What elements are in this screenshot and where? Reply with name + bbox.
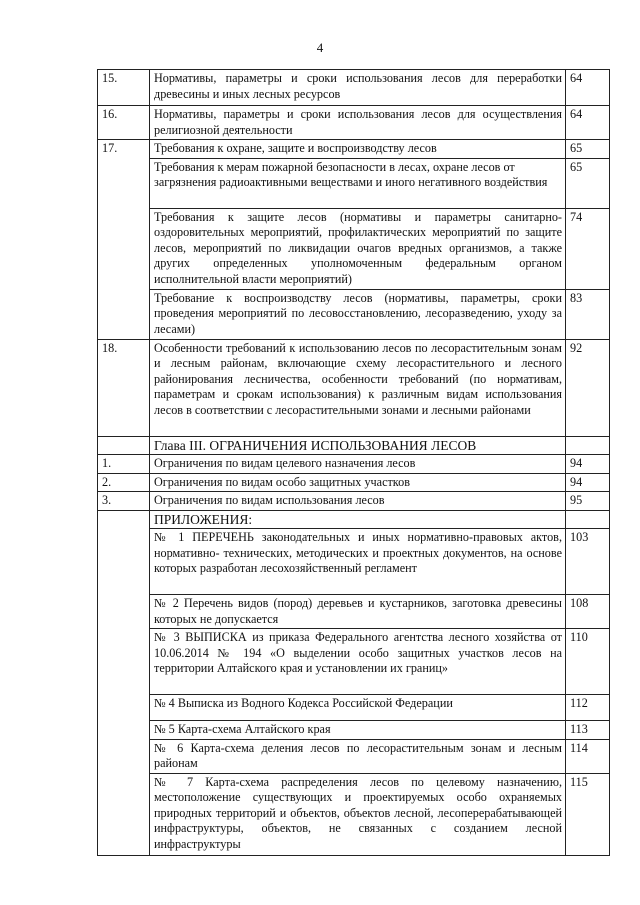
row-page: 95 bbox=[566, 492, 610, 511]
toc-appendix-1 bbox=[98, 529, 610, 595]
chapter-heading: Глава III. ОГРАНИЧЕНИЯ ИСПОЛЬЗОВАНИЯ ЛЕСОВ bbox=[150, 436, 566, 455]
toc-row-15 bbox=[98, 70, 610, 106]
row-title: Требование к воспроизводству лесов (нормативы, параметры, сроки проведения мероприятий по лесовосстановлению, лесоразведению, уходу за лесами) bbox=[150, 289, 566, 339]
page-number: 4 bbox=[316, 40, 324, 55]
row-number bbox=[98, 436, 150, 455]
toc-appendix-2 bbox=[98, 595, 610, 629]
row-page: 94 bbox=[566, 473, 610, 492]
row-page: 110 bbox=[566, 629, 610, 695]
row-page: 108 bbox=[566, 595, 610, 629]
row-page: 94 bbox=[566, 455, 610, 474]
row-title: № 6 Карта-схема деления лесов по лесорастительным зонам и лесным районам bbox=[150, 739, 566, 773]
row-number: 16. bbox=[98, 106, 150, 140]
row-page: 114 bbox=[566, 739, 610, 773]
row-title: № 2 Перечень видов (пород) деревьев и кустарников, заготовка древесины которых не допускается bbox=[150, 595, 566, 629]
row-page: 65 bbox=[566, 140, 610, 159]
row-title: № 4 Выписка из Водного Кодекса Российской Федерации bbox=[150, 695, 566, 721]
toc-chapter-3-heading bbox=[98, 436, 610, 455]
toc-row-17-fire bbox=[98, 158, 610, 208]
row-title: № 5 Карта-схема Алтайского края bbox=[150, 721, 566, 740]
toc-row-ch3-3 bbox=[98, 492, 610, 511]
row-title: Требования к защите лесов (нормативы и параметры санитарно-оздоровительных мероприятий, профилактических мероприятий по защите лесов, мероприятий по ликвидации очагов вредных организмов, а также других определенных уполномоченным федеральным органом исполнительной власти мероприятий) bbox=[150, 208, 566, 289]
row-page: 113 bbox=[566, 721, 610, 740]
row-title: Ограничения по видам целевого назначения лесов bbox=[150, 455, 566, 474]
toc-row-17-reproduction bbox=[98, 289, 610, 339]
row-page bbox=[566, 436, 610, 455]
toc-row-ch3-2 bbox=[98, 473, 610, 492]
row-title: № 1 ПЕРЕЧЕНЬ законодательных и иных нормативно-правовых актов, нормативно- технических, методических и проектных документов, на основе которых разработан лесохозяйственный регламент bbox=[150, 529, 566, 595]
row-title: Особенности требований к использованию лесов по лесорастительным зонам и лесным районам, включающие схему лесорастительного и лесного районирования лесничества, особенности требований (по нормативам, параметрам и срокам использования) к различным видам использования лесов в соответствии с лесорастительными зонами и лесными районами bbox=[150, 339, 566, 436]
row-number: 1. bbox=[98, 455, 150, 474]
row-page bbox=[566, 510, 610, 529]
row-page: 115 bbox=[566, 773, 610, 855]
toc-row-18 bbox=[98, 339, 610, 436]
row-number: 2. bbox=[98, 473, 150, 492]
row-title: Нормативы, параметры и сроки использования лесов для переработки древесины и иных лесных ресурсов bbox=[150, 70, 566, 106]
row-title: № 7 Карта-схема распределения лесов по целевому назначению, местоположение существующих и проектируемых особо охраняемых природных территорий и объектов, объектов лесной, лесоперерабатывающей инфраструктуры, объектов, не связанных с созданием лесной инфраструктуры bbox=[150, 773, 566, 855]
row-page: 64 bbox=[566, 106, 610, 140]
appendices-heading: ПРИЛОЖЕНИЯ: bbox=[150, 510, 566, 529]
row-title: Требования к мерам пожарной безопасности в лесах, охране лесов от загрязнения радиоактивными веществами и иного негативного воздействия bbox=[150, 158, 566, 208]
row-title: № 3 ВЫПИСКА из приказа Федерального агентства лесного хозяйства от 10.06.2014 № 194 «О выделении особо защитных участков лесов на территории Алтайского края и установлении их границ» bbox=[150, 629, 566, 695]
toc-appendix-5 bbox=[98, 721, 610, 740]
toc-appendices-heading bbox=[98, 510, 610, 529]
toc-row-16 bbox=[98, 106, 610, 140]
table-of-contents bbox=[97, 69, 610, 856]
row-page: 74 bbox=[566, 208, 610, 289]
row-page: 92 bbox=[566, 339, 610, 436]
toc-row-17 bbox=[98, 140, 610, 159]
row-title: Требования к охране, защите и воспроизводству лесов bbox=[150, 140, 566, 159]
toc-appendix-6 bbox=[98, 739, 610, 773]
row-title: Ограничения по видам использования лесов bbox=[150, 492, 566, 511]
row-page: 64 bbox=[566, 70, 610, 106]
row-page: 103 bbox=[566, 529, 610, 595]
toc-appendix-7 bbox=[98, 773, 610, 855]
row-page: 112 bbox=[566, 695, 610, 721]
toc-row-ch3-1 bbox=[98, 455, 610, 474]
row-page: 65 bbox=[566, 158, 610, 208]
row-number: 15. bbox=[98, 70, 150, 106]
row-title: Нормативы, параметры и сроки использования лесов для осуществления религиозной деятельности bbox=[150, 106, 566, 140]
row-number: 17. bbox=[98, 140, 150, 340]
toc-appendix-3 bbox=[98, 629, 610, 695]
row-number: 18. bbox=[98, 339, 150, 436]
toc-row-17-protection bbox=[98, 208, 610, 289]
row-page: 83 bbox=[566, 289, 610, 339]
row-number bbox=[98, 510, 150, 855]
toc-appendix-4 bbox=[98, 695, 610, 721]
row-title: Ограничения по видам особо защитных участков bbox=[150, 473, 566, 492]
row-number: 3. bbox=[98, 492, 150, 511]
